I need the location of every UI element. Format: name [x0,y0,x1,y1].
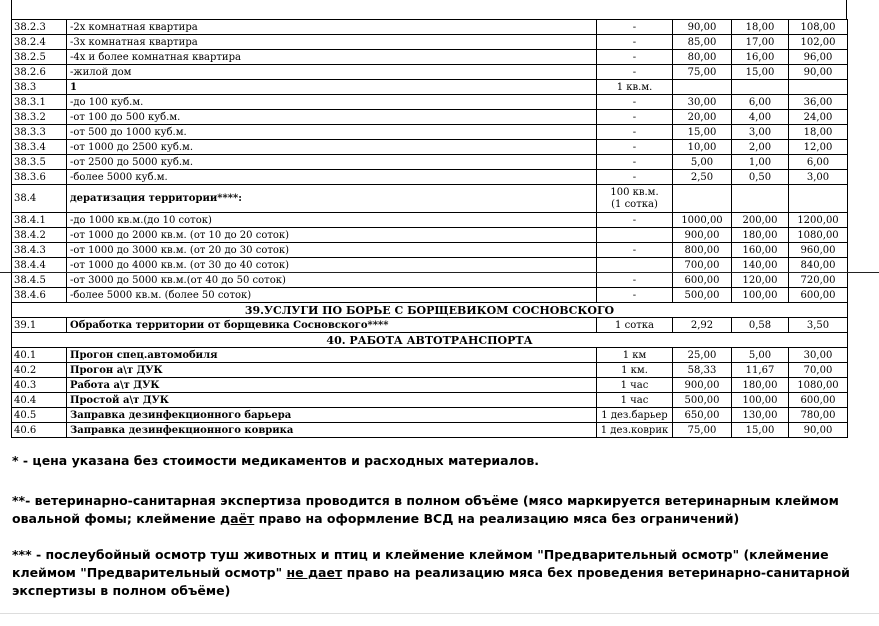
table-row [12,288,848,303]
item-name: Заправка дезинфекционного коврика [67,423,597,438]
item-name: Обработка территории от борщевика Сосновского**** [67,318,597,333]
section-title: 40. РАБОТА АВТОТРАНСПОРТА [12,333,848,348]
vat-cell: 180,00 [732,378,789,393]
total-cell: 960,00 [789,243,848,258]
total-cell: 3,00 [789,170,848,185]
price-cell: 85,00 [673,35,732,50]
total-cell: 30,00 [789,348,848,363]
total-cell: 6,00 [789,155,848,170]
section-title: 39.УСЛУГИ ПО БОРЬЕ С БОРЩЕВИКОМ СОСНОВСКОГО [12,303,848,318]
table-row [12,273,848,288]
unit-cell: - [597,20,673,35]
vat-cell: 0,50 [732,170,789,185]
vat-cell: 11,67 [732,363,789,378]
item-name: -от 1000 до 3000 кв.м. (от 20 до 30 соток) [67,243,597,258]
total-cell: 36,00 [789,95,848,110]
item-name: дератизация территории****: [67,185,597,213]
unit-cell: - [597,170,673,185]
total-cell: 3,50 [789,318,848,333]
vat-cell: 17,00 [732,35,789,50]
total-cell: 600,00 [789,393,848,408]
table-row [12,393,848,408]
vat-cell: 15,00 [732,423,789,438]
total-cell: 780,00 [789,408,848,423]
vat-cell: 100,00 [732,393,789,408]
total-cell: 840,00 [789,258,848,273]
unit-cell: 1 км. [597,363,673,378]
table-top-edge-right [846,0,847,19]
table-row [12,363,848,378]
footnote-2 [12,492,872,528]
table-row [12,95,848,110]
section-header-row [12,303,848,318]
table-row [12,213,848,228]
unit-cell [597,228,673,243]
table-row [12,80,848,95]
item-code: 38.4.5 [12,273,67,288]
table-row [12,258,848,273]
item-name: Заправка дезинфекционного барьера [67,408,597,423]
table-row [12,50,848,65]
item-code: 38.4.2 [12,228,67,243]
price-cell: 15,00 [673,125,732,140]
price-cell [673,185,732,213]
total-cell [789,185,848,213]
item-name: -от 1000 до 2000 кв.м. (от 10 до 20 соток) [67,228,597,243]
total-cell: 90,00 [789,423,848,438]
total-cell: 24,00 [789,110,848,125]
item-name: Простой а\т ДУК [67,393,597,408]
unit-cell: 1 дез.коврик [597,423,673,438]
item-name: Прогон а\т ДУК [67,363,597,378]
item-code: 40.3 [12,378,67,393]
vat-cell: 180,00 [732,228,789,243]
item-code: 38.3.5 [12,155,67,170]
table-row [12,185,848,213]
unit-cell: 1 км [597,348,673,363]
price-cell: 20,00 [673,110,732,125]
footnote-2-text-a: **- ветеринарно-санитарная экспертиза проводится в полном объёме (мясо маркируется ветеринарным клеймом овальной фомы; клеймение [12,493,839,526]
unit-cell: - [597,273,673,288]
vat-cell: 120,00 [732,273,789,288]
total-cell: 70,00 [789,363,848,378]
item-code: 40.2 [12,363,67,378]
item-code: 38.3.3 [12,125,67,140]
price-cell: 2,50 [673,170,732,185]
price-cell: 1000,00 [673,213,732,228]
total-cell: 18,00 [789,125,848,140]
price-cell: 75,00 [673,423,732,438]
table-row [12,318,848,333]
table-row [12,378,848,393]
unit-cell: 1 час [597,378,673,393]
item-name: -более 5000 куб.м. [67,170,597,185]
scan-artifact-line [0,272,879,273]
footnote-3-text-b: право на реализацию мяса бех проведения ветеринарно-санитарной экспертизы в полном объёме) [12,565,850,598]
table-row [12,170,848,185]
item-code: 38.3 [12,80,67,95]
unit-line-2: (1 сотка) [611,198,658,210]
total-cell: 12,00 [789,140,848,155]
price-cell: 90,00 [673,20,732,35]
vat-cell: 0,58 [732,318,789,333]
unit-cell: - [597,155,673,170]
item-name: -до 1000 кв.м.(до 10 соток) [67,213,597,228]
price-cell: 10,00 [673,140,732,155]
price-cell: 650,00 [673,408,732,423]
unit-cell: - [597,110,673,125]
table-row [12,65,848,80]
price-cell: 58,33 [673,363,732,378]
item-code: 38.4.4 [12,258,67,273]
total-cell: 102,00 [789,35,848,50]
vat-cell: 15,00 [732,65,789,80]
total-cell: 90,00 [789,65,848,80]
item-code: 38.4 [12,185,67,213]
table-top-edge-left [11,0,12,19]
footnote-2-underlined: даёт [219,511,255,526]
unit-cell: - [597,243,673,258]
item-code: 38.4.3 [12,243,67,258]
item-code: 38.3.6 [12,170,67,185]
table-row [12,228,848,243]
footnote-3-text-a: *** - послеубойный осмотр туш животных и птиц и клеймение клеймом "Предварительный осмотр" (клеймение клеймом "Предварительный осмотр" [12,547,829,580]
item-name: -от 1000 до 4000 кв.м. (от 30 до 40 соток) [67,258,597,273]
vat-cell: 5,00 [732,348,789,363]
total-cell: 1080,00 [789,378,848,393]
price-cell: 25,00 [673,348,732,363]
unit-cell [597,185,673,213]
item-name: Прогон спец.автомобиля [67,348,597,363]
item-name: -до 100 куб.м. [67,95,597,110]
price-cell: 80,00 [673,50,732,65]
vat-cell [732,185,789,213]
item-name: -от 2500 до 5000 куб.м. [67,155,597,170]
price-cell: 500,00 [673,288,732,303]
total-cell: 96,00 [789,50,848,65]
section-header-row [12,333,848,348]
item-name: -4х и более комнатная квартира [67,50,597,65]
price-cell [673,80,732,95]
unit-cell: - [597,65,673,80]
vat-cell [732,80,789,95]
total-cell: 600,00 [789,288,848,303]
unit-cell: 1 кв.м. [597,80,673,95]
vat-cell: 4,00 [732,110,789,125]
table-row [12,20,848,35]
scan-artifact-line-bottom [0,613,879,614]
item-name: -от 1000 до 2500 куб.м. [67,140,597,155]
item-code: 40.4 [12,393,67,408]
item-code: 38.2.3 [12,20,67,35]
unit-line-1: 100 кв.м. [610,186,659,198]
item-name: Работа а\т ДУК [67,378,597,393]
price-cell: 600,00 [673,273,732,288]
vat-cell: 2,00 [732,140,789,155]
unit-cell: - [597,288,673,303]
total-cell: 1200,00 [789,213,848,228]
item-code: 38.3.4 [12,140,67,155]
item-name: -2х комнатная квартира [67,20,597,35]
item-name: 1 [67,80,597,95]
vat-cell: 3,00 [732,125,789,140]
table-row [12,423,848,438]
item-code: 38.2.4 [12,35,67,50]
vat-cell: 140,00 [732,258,789,273]
vat-cell: 16,00 [732,50,789,65]
price-cell: 900,00 [673,228,732,243]
item-code: 38.4.6 [12,288,67,303]
item-code: 38.2.5 [12,50,67,65]
vat-cell: 200,00 [732,213,789,228]
unit-cell: 1 сотка [597,318,673,333]
price-cell: 700,00 [673,258,732,273]
price-cell: 5,00 [673,155,732,170]
footnote-2-text-b: право на оформление ВСД на реализацию мяса без ограничений) [254,511,740,526]
item-code: 40.1 [12,348,67,363]
vat-cell: 1,00 [732,155,789,170]
unit-cell: - [597,95,673,110]
table-row [12,110,848,125]
unit-cell: - [597,35,673,50]
item-name: -жилой дом [67,65,597,80]
table-row [12,125,848,140]
total-cell: 1080,00 [789,228,848,243]
price-cell: 2,92 [673,318,732,333]
price-cell: 30,00 [673,95,732,110]
item-name: -от 500 до 1000 куб.м. [67,125,597,140]
vat-cell: 130,00 [732,408,789,423]
vat-cell: 100,00 [732,288,789,303]
total-cell: 108,00 [789,20,848,35]
footnote-3 [12,546,872,600]
total-cell: 720,00 [789,273,848,288]
item-code: 38.3.1 [12,95,67,110]
unit-cell [597,258,673,273]
unit-cell: - [597,140,673,155]
table-row [12,35,848,50]
item-name: -более 5000 кв.м. (более 50 соток) [67,288,597,303]
item-code: 38.3.2 [12,110,67,125]
item-code: 39.1 [12,318,67,333]
vat-cell: 6,00 [732,95,789,110]
item-code: 38.2.6 [12,65,67,80]
unit-cell: - [597,125,673,140]
unit-cell: 1 дез.барьер [597,408,673,423]
item-code: 40.5 [12,408,67,423]
table-row [12,155,848,170]
footnote-3-underlined: не дает [286,565,343,580]
item-code: 40.6 [12,423,67,438]
price-cell: 75,00 [673,65,732,80]
unit-cell: - [597,50,673,65]
table-row [12,348,848,363]
vat-cell: 160,00 [732,243,789,258]
unit-cell: - [597,213,673,228]
total-cell [789,80,848,95]
price-table [11,19,848,438]
table-row [12,140,848,155]
item-code: 38.4.1 [12,213,67,228]
price-cell: 900,00 [673,378,732,393]
vat-cell: 18,00 [732,20,789,35]
price-cell: 800,00 [673,243,732,258]
price-cell: 500,00 [673,393,732,408]
item-name: -от 100 до 500 куб.м. [67,110,597,125]
unit-cell: 1 час [597,393,673,408]
footnote-1: * - цена указана без стоимости медикаментов и расходных материалов. [12,453,539,468]
table-row [12,408,848,423]
item-name: -от 3000 до 5000 кв.м.(от 40 до 50 соток) [67,273,597,288]
item-name: -3х комнатная квартира [67,35,597,50]
table-row [12,243,848,258]
